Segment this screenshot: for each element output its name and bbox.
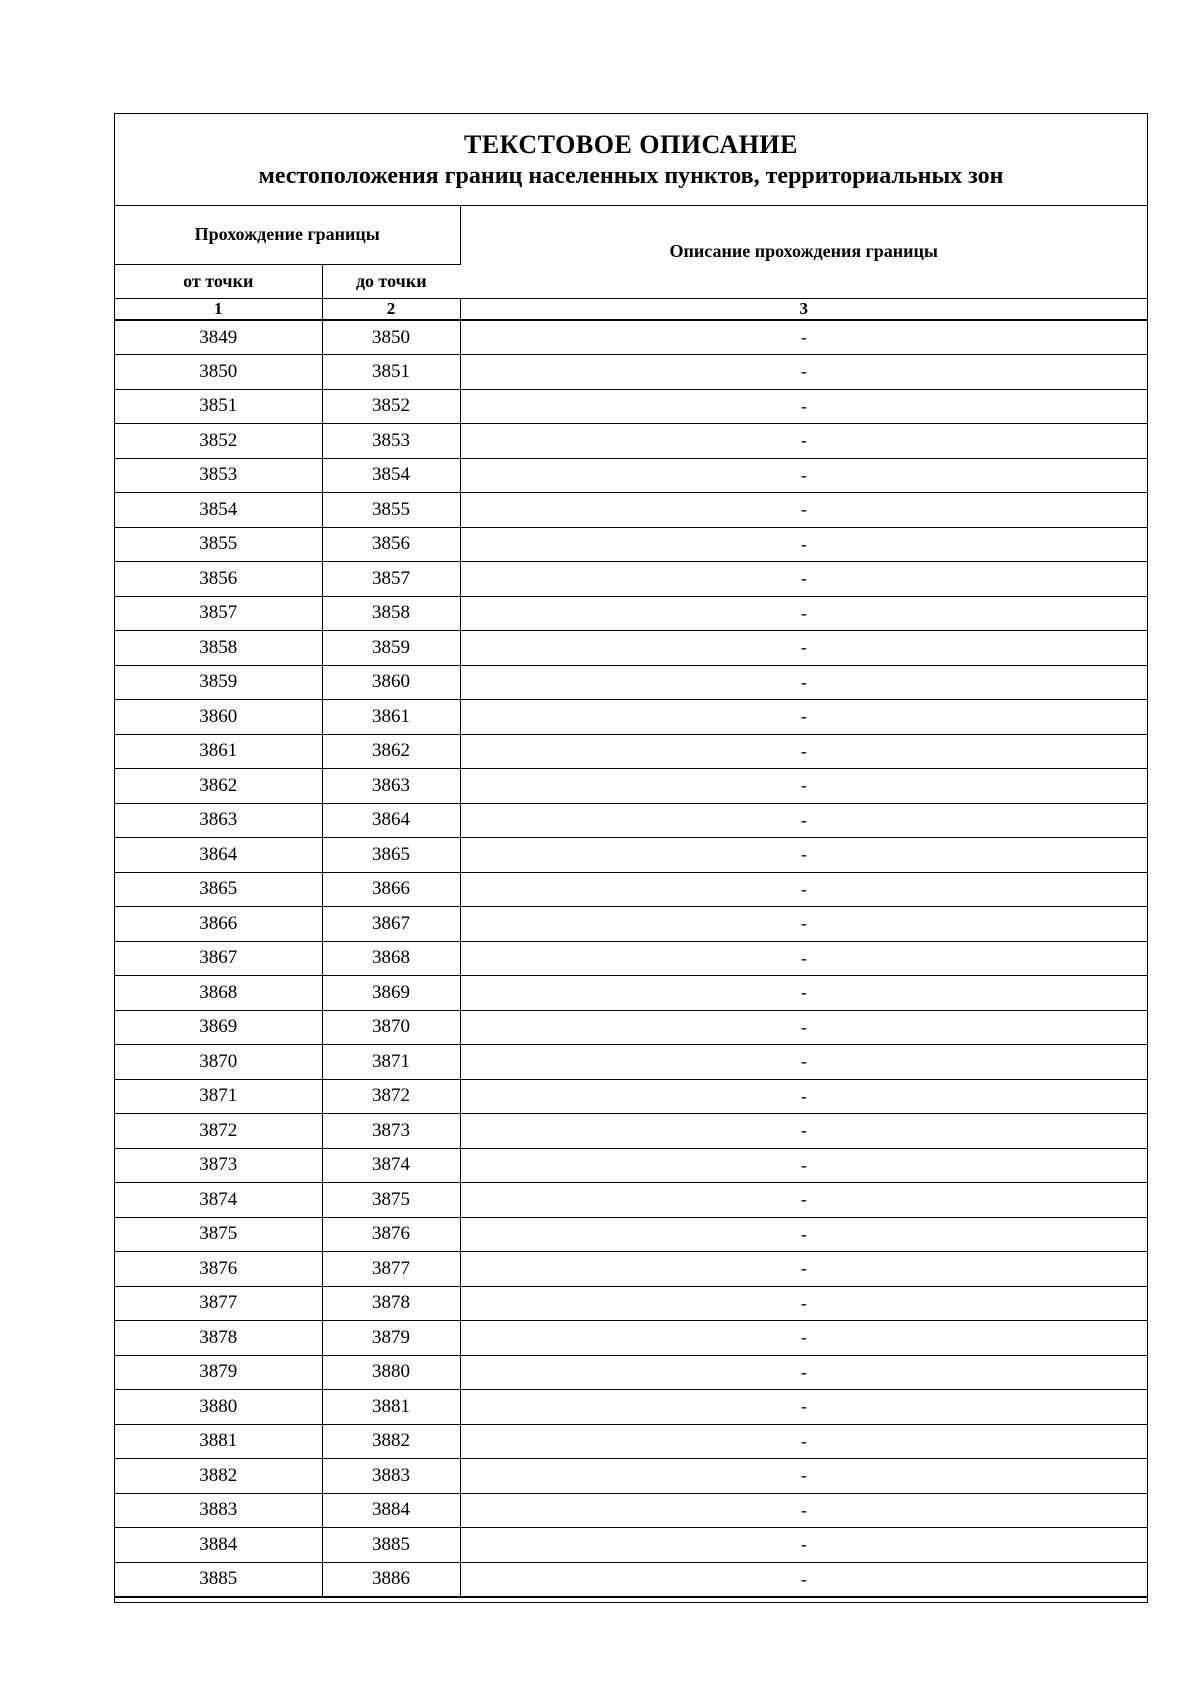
cell-from-point: 3871: [115, 1079, 322, 1114]
cell-to-point: 3869: [322, 976, 460, 1011]
cell-to-point: 3860: [322, 665, 460, 700]
cell-from-point: 3879: [115, 1355, 322, 1390]
cell-from-point: 3884: [115, 1528, 322, 1563]
cell-to-point: 3852: [322, 389, 460, 424]
table-row: [115, 1355, 1147, 1390]
cell-to-point: 3854: [322, 458, 460, 493]
cell-description: -: [460, 803, 1147, 838]
cell-description: -: [460, 1355, 1147, 1390]
cell-description: -: [460, 1562, 1147, 1597]
table-row: [115, 907, 1147, 942]
cell-description: -: [460, 838, 1147, 873]
cell-to-point: 3856: [322, 527, 460, 562]
table-row: [115, 1252, 1147, 1287]
cell-description: -: [460, 424, 1147, 459]
cell-from-point: 3880: [115, 1390, 322, 1425]
cell-from-point: 3873: [115, 1148, 322, 1183]
cell-to-point: 3886: [322, 1562, 460, 1597]
cell-from-point: 3850: [115, 355, 322, 390]
cell-to-point: 3855: [322, 493, 460, 528]
boundary-table: [115, 206, 1147, 1597]
cell-to-point: 3882: [322, 1424, 460, 1459]
cell-to-point: 3875: [322, 1183, 460, 1218]
column-number-1: 1: [115, 298, 322, 320]
cell-to-point: 3859: [322, 631, 460, 666]
cell-from-point: 3855: [115, 527, 322, 562]
cell-from-point: 3864: [115, 838, 322, 873]
table-row: [115, 1459, 1147, 1494]
cell-to-point: 3878: [322, 1286, 460, 1321]
cell-to-point: 3883: [322, 1459, 460, 1494]
table-row: [115, 458, 1147, 493]
cell-to-point: 3876: [322, 1217, 460, 1252]
table-row: [115, 389, 1147, 424]
title-block: [115, 114, 1147, 206]
cell-description: -: [460, 769, 1147, 804]
cell-description: -: [460, 355, 1147, 390]
header-description: Описание прохождения границы: [460, 206, 1147, 298]
cell-description: -: [460, 320, 1147, 355]
cell-from-point: 3877: [115, 1286, 322, 1321]
table-row: [115, 320, 1147, 355]
cell-description: -: [460, 1528, 1147, 1563]
cell-from-point: 3861: [115, 734, 322, 769]
cell-to-point: 3871: [322, 1045, 460, 1080]
cell-description: -: [460, 976, 1147, 1011]
cell-from-point: 3870: [115, 1045, 322, 1080]
cell-from-point: 3874: [115, 1183, 322, 1218]
cell-from-point: 3865: [115, 872, 322, 907]
cell-to-point: 3881: [322, 1390, 460, 1425]
table-row: [115, 1390, 1147, 1425]
table-row: [115, 596, 1147, 631]
cell-to-point: 3880: [322, 1355, 460, 1390]
table-body: [115, 320, 1147, 1597]
cell-to-point: 3850: [322, 320, 460, 355]
cell-description: -: [460, 1183, 1147, 1218]
cell-to-point: 3873: [322, 1114, 460, 1149]
cell-description: -: [460, 562, 1147, 597]
cell-to-point: 3865: [322, 838, 460, 873]
cell-description: -: [460, 1045, 1147, 1080]
cell-description: -: [460, 665, 1147, 700]
cell-to-point: 3858: [322, 596, 460, 631]
table-row: [115, 1010, 1147, 1045]
cell-to-point: 3857: [322, 562, 460, 597]
table-row: [115, 838, 1147, 873]
cell-to-point: 3866: [322, 872, 460, 907]
cell-from-point: 3863: [115, 803, 322, 838]
cell-to-point: 3863: [322, 769, 460, 804]
cell-from-point: 3885: [115, 1562, 322, 1597]
cell-from-point: 3858: [115, 631, 322, 666]
cell-from-point: 3867: [115, 941, 322, 976]
table-row: [115, 1217, 1147, 1252]
cell-description: -: [460, 700, 1147, 735]
cell-description: -: [460, 1252, 1147, 1287]
cell-from-point: 3872: [115, 1114, 322, 1149]
table-row: [115, 1079, 1147, 1114]
cell-description: -: [460, 907, 1147, 942]
cell-from-point: 3878: [115, 1321, 322, 1356]
table-row: [115, 424, 1147, 459]
cell-from-point: 3883: [115, 1493, 322, 1528]
cell-from-point: 3851: [115, 389, 322, 424]
cell-description: -: [460, 1217, 1147, 1252]
cell-to-point: 3872: [322, 1079, 460, 1114]
cell-to-point: 3861: [322, 700, 460, 735]
table-row: [115, 527, 1147, 562]
table-row: [115, 1493, 1147, 1528]
document-title: ТЕКСТОВОЕ ОПИСАНИЕ: [463, 130, 798, 159]
cell-description: -: [460, 1321, 1147, 1356]
table-row: [115, 941, 1147, 976]
cell-description: -: [460, 1148, 1147, 1183]
table-row: [115, 562, 1147, 597]
table-row: [115, 1045, 1147, 1080]
table-row: [115, 1424, 1147, 1459]
cell-description: -: [460, 872, 1147, 907]
table-row: [115, 734, 1147, 769]
cell-to-point: 3853: [322, 424, 460, 459]
cell-to-point: 3870: [322, 1010, 460, 1045]
cell-description: -: [460, 1010, 1147, 1045]
table-row: [115, 700, 1147, 735]
table-row: [115, 1286, 1147, 1321]
table-row: [115, 1528, 1147, 1563]
cell-description: -: [460, 389, 1147, 424]
cell-from-point: 3868: [115, 976, 322, 1011]
cell-description: -: [460, 1286, 1147, 1321]
header-from-point: от точки: [115, 264, 322, 298]
cell-description: -: [460, 1493, 1147, 1528]
table-row: [115, 665, 1147, 700]
table-row: [115, 872, 1147, 907]
document-subtitle: местоположения границ населенных пунктов, территориальных зон: [258, 163, 1004, 189]
cell-to-point: 3885: [322, 1528, 460, 1563]
cell-to-point: 3874: [322, 1148, 460, 1183]
cell-description: -: [460, 458, 1147, 493]
cell-to-point: 3884: [322, 1493, 460, 1528]
cell-description: -: [460, 596, 1147, 631]
table-row: [115, 631, 1147, 666]
bottom-rule: [115, 1597, 1147, 1602]
column-number-3: 3: [460, 298, 1147, 320]
cell-to-point: 3864: [322, 803, 460, 838]
cell-from-point: 3876: [115, 1252, 322, 1287]
cell-from-point: 3869: [115, 1010, 322, 1045]
column-number-2: 2: [322, 298, 460, 320]
cell-from-point: 3856: [115, 562, 322, 597]
table-row: [115, 976, 1147, 1011]
table-row: [115, 1562, 1147, 1597]
cell-from-point: 3854: [115, 493, 322, 528]
cell-description: -: [460, 1079, 1147, 1114]
cell-from-point: 3866: [115, 907, 322, 942]
header-to-point: до точки: [322, 264, 460, 298]
cell-from-point: 3852: [115, 424, 322, 459]
cell-description: -: [460, 734, 1147, 769]
table-row: [115, 769, 1147, 804]
cell-description: -: [460, 527, 1147, 562]
cell-description: -: [460, 1390, 1147, 1425]
cell-to-point: 3851: [322, 355, 460, 390]
cell-to-point: 3868: [322, 941, 460, 976]
header-boundary-passage: Прохождение границы: [115, 206, 460, 264]
cell-from-point: 3853: [115, 458, 322, 493]
cell-description: -: [460, 1114, 1147, 1149]
cell-from-point: 3882: [115, 1459, 322, 1494]
table-row: [115, 1148, 1147, 1183]
cell-to-point: 3877: [322, 1252, 460, 1287]
cell-description: -: [460, 1424, 1147, 1459]
cell-from-point: 3875: [115, 1217, 322, 1252]
cell-description: -: [460, 631, 1147, 666]
cell-to-point: 3879: [322, 1321, 460, 1356]
cell-from-point: 3881: [115, 1424, 322, 1459]
table-row: [115, 1321, 1147, 1356]
table-row: [115, 1183, 1147, 1218]
cell-from-point: 3862: [115, 769, 322, 804]
table-row: [115, 1114, 1147, 1149]
cell-from-point: 3849: [115, 320, 322, 355]
cell-description: -: [460, 493, 1147, 528]
cell-from-point: 3860: [115, 700, 322, 735]
cell-from-point: 3859: [115, 665, 322, 700]
table-row: [115, 493, 1147, 528]
boundary-description-sheet: [114, 113, 1148, 1603]
table-row: [115, 355, 1147, 390]
cell-description: -: [460, 941, 1147, 976]
cell-from-point: 3857: [115, 596, 322, 631]
cell-description: -: [460, 1459, 1147, 1494]
table-row: [115, 803, 1147, 838]
cell-to-point: 3867: [322, 907, 460, 942]
cell-to-point: 3862: [322, 734, 460, 769]
